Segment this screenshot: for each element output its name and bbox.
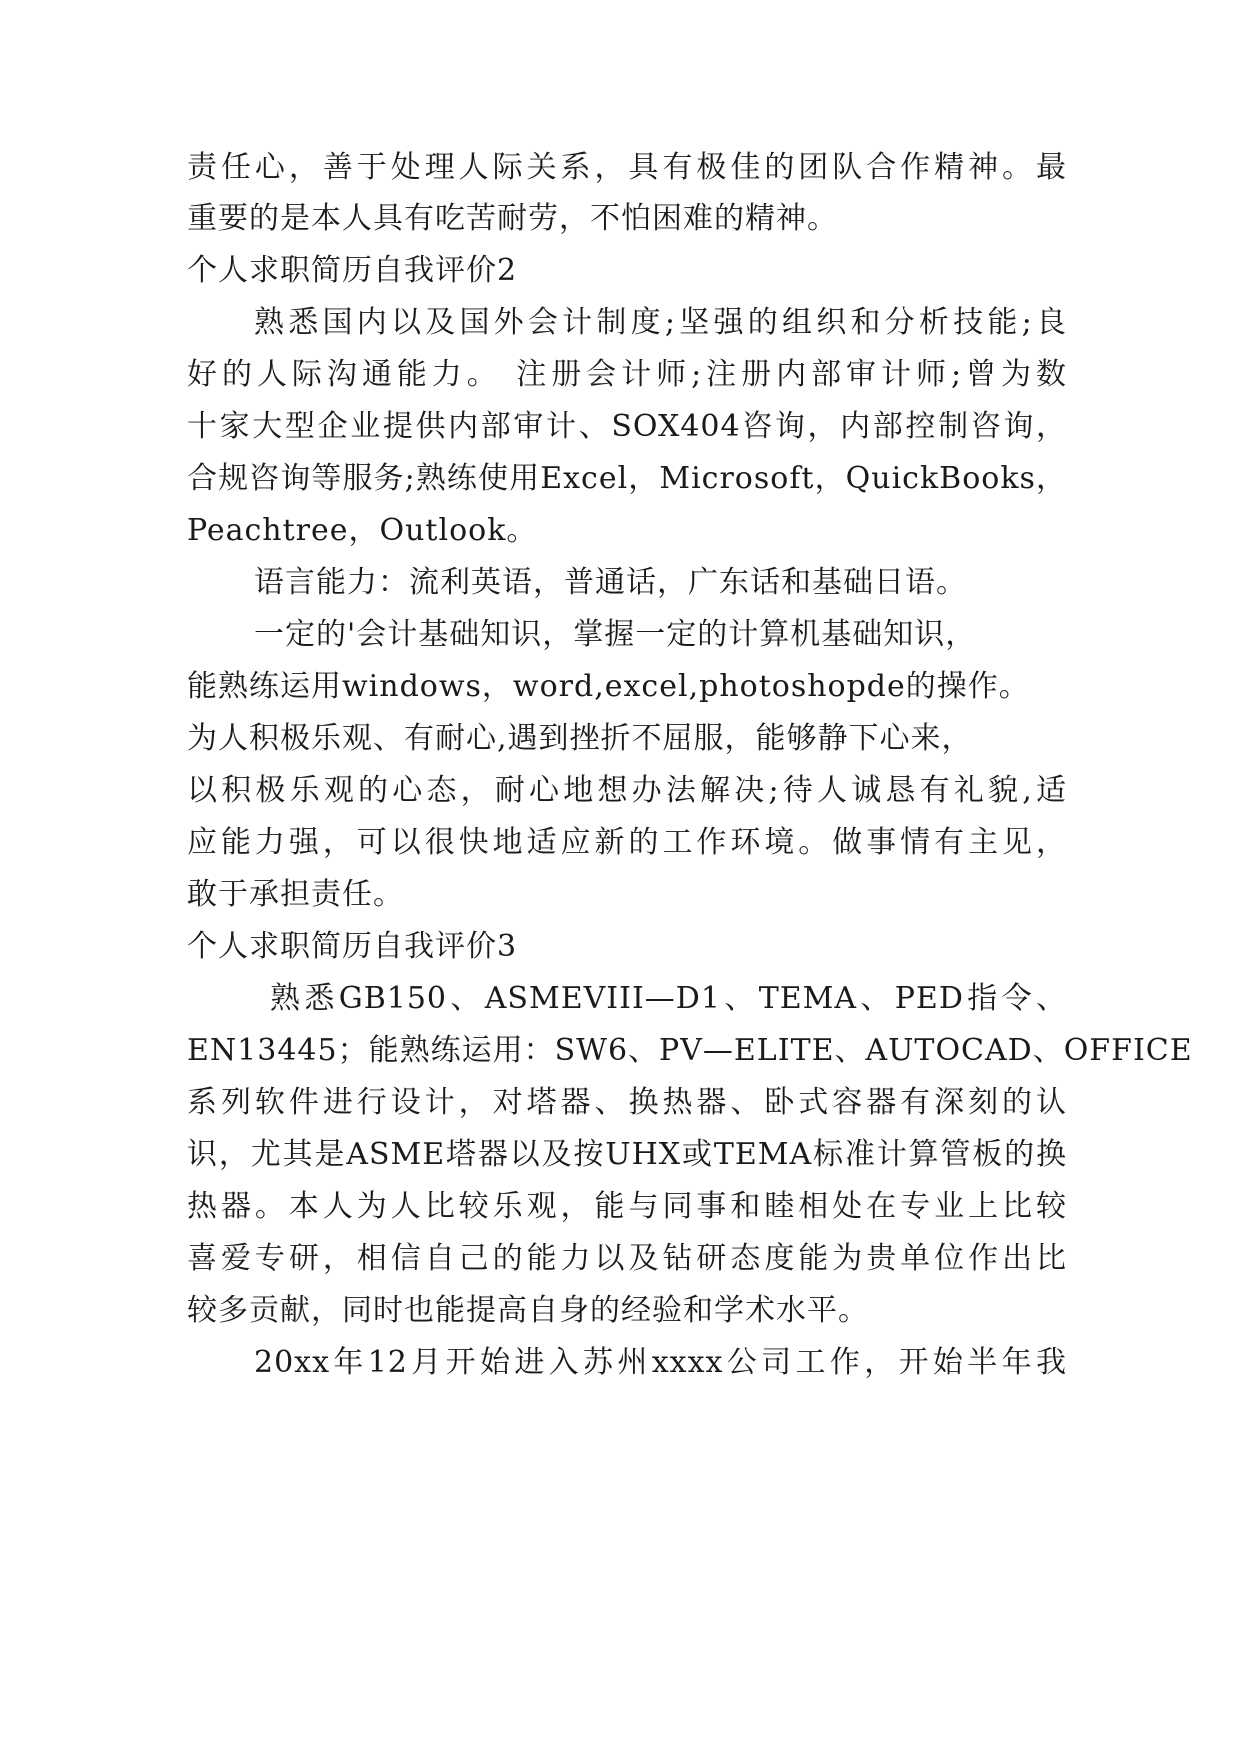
body-text-line: 喜爱专研，相信自己的能力以及钻研态度能为贵单位作出比: [187, 1241, 1067, 1276]
body-text-line: 系列软件进行设计，对塔器、换热器、卧式容器有深刻的认: [187, 1085, 1067, 1120]
body-text-line: 为人积极乐观、有耐心,遇到挫折不屈服，能够静下心来，: [187, 721, 973, 756]
body-text-line: 能熟练运用windows，word,excel,photoshopde的操作。: [187, 669, 1030, 704]
section-heading: 个人求职简历自我评价3: [187, 929, 518, 964]
body-text-line: 较多贡献，同时也能提高自身的经验和学术水平。: [187, 1293, 869, 1328]
section-heading: 个人求职简历自我评价2: [187, 253, 518, 288]
body-text-line: 以积极乐观的心态，耐心地想办法解决;待人诚恳有礼貌,适: [187, 773, 1067, 808]
body-text-line: 语言能力：流利英语，普通话，广东话和基础日语。: [254, 565, 967, 600]
body-text-line: 好的人际沟通能力。 注册会计师;注册内部审计师;曾为数: [187, 357, 1067, 392]
body-text-line: Peachtree，Outlook。: [187, 513, 538, 548]
body-text-line: 熟悉国内以及国外会计制度;坚强的组织和分析技能;良: [254, 305, 1067, 340]
body-text-line: 重要的是本人具有吃苦耐劳，不怕困难的精神。: [187, 201, 838, 236]
body-text-line: 熟悉GB150、ASMEVIII—D1、TEMA、PED指令、: [270, 981, 1067, 1016]
body-text-line: 应能力强，可以很快地适应新的工作环境。做事情有主见，: [187, 825, 1067, 860]
body-text-line: 20xx年12月开始进入苏州xxxx公司工作，开始半年我: [254, 1345, 1067, 1380]
body-text-line: 敢于承担责任。: [187, 877, 404, 912]
body-text-line: 热器。本人为人比较乐观，能与同事和睦相处在专业上比较: [187, 1189, 1067, 1224]
body-text-line: 合规咨询等服务;熟练使用Excel，Microsoft，QuickBooks，: [187, 461, 1067, 496]
body-text-line: EN13445；能熟练运用：SW6、PV—ELITE、AUTOCAD、OFFICE: [187, 1033, 1193, 1068]
body-text-line: 一定的'会计基础知识，掌握一定的计算机基础知识，: [254, 617, 977, 652]
body-text-line: 责任心，善于处理人际关系，具有极佳的团队合作精神。最: [187, 150, 1067, 185]
body-text-line: 十家大型企业提供内部审计、SOX404咨询，内部控制咨询，: [187, 409, 1067, 444]
body-text-line: 识，尤其是ASME塔器以及按UHX或TEMA标准计算管板的换: [187, 1137, 1067, 1172]
